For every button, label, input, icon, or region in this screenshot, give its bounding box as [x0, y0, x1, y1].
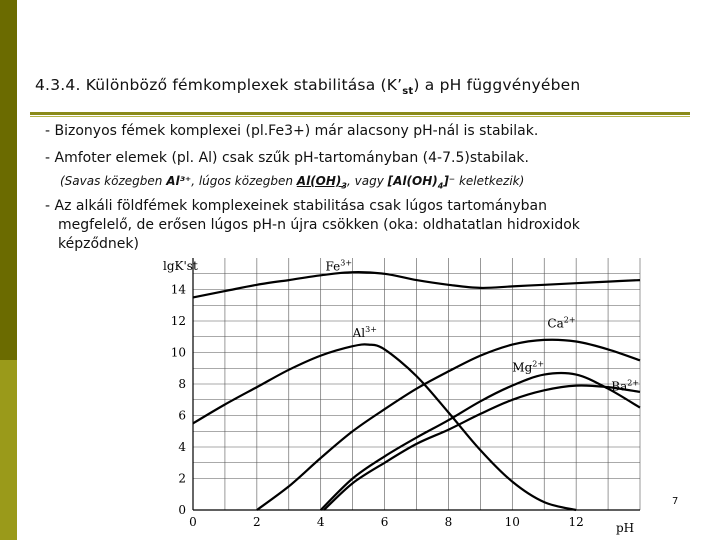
series-label: $Al^{3+}$ [352, 324, 377, 340]
x-tick-label: 12 [568, 515, 584, 529]
series-label: $Ba^{2+}$ [611, 378, 640, 394]
y-tick-label: 4 [178, 440, 186, 454]
y-tick-label: 0 [178, 503, 186, 517]
series-label: $Mg^{2+}$ [512, 359, 545, 375]
y-tick-label: 12 [170, 314, 186, 328]
series-label: $Fe^{3+}$ [325, 258, 353, 274]
series-label: $Ca^{2+}$ [547, 315, 576, 331]
x-axis-label: pH [616, 521, 635, 535]
bullet-alkaline-earth-end: képződnek) [58, 236, 139, 252]
aluminium-note: (Savas közegben Al³⁺, lúgos közegben $Al(OH)_3$, vagy $[Al(OH)_4]^-$ keletkezik) [60, 174, 525, 191]
x-tick-label: 8 [444, 515, 453, 529]
page-number: 7 [672, 496, 679, 507]
x-tick-label: 6 [380, 515, 389, 529]
y-tick-label: 10 [170, 345, 186, 360]
y-tick-label: 8 [178, 377, 186, 391]
y-axis-label: lgK'st [163, 259, 198, 273]
x-tick-label: 4 [316, 515, 325, 529]
bullet-alkaline-earth: - Az alkáli földfémek komplexeinek stabilitása csak lúgos tartományban [45, 198, 547, 214]
slide-title: 4.3.4. Különböző fémkomplexek stabilitása $(K’_{st})$ a pH függvényében [35, 76, 581, 98]
y-tick-label: 14 [170, 282, 186, 297]
y-tick-label: 2 [178, 471, 186, 486]
bullet-alkaline-earth-cont: megfelelő, de erősen lúgos pH-n újra csökken (oka: oldhatatlan hidroxidok [58, 217, 580, 233]
x-tick-label: 0 [189, 515, 197, 529]
x-tick-label: 10 [504, 515, 520, 529]
series-line-ba2 [324, 385, 640, 510]
y-tick-label: 6 [178, 408, 186, 423]
bullet-amphoteric: - Amfoter elemek (pl. Al) csak szűk pH-tartományban (4-7.5)stabilak. [45, 150, 529, 166]
bullet-iron: - Bizonyos fémek komplexei (pl.Fe3+) már alacsony pH-nál is stabilak. [45, 123, 539, 139]
x-tick-label: 2 [253, 515, 261, 529]
